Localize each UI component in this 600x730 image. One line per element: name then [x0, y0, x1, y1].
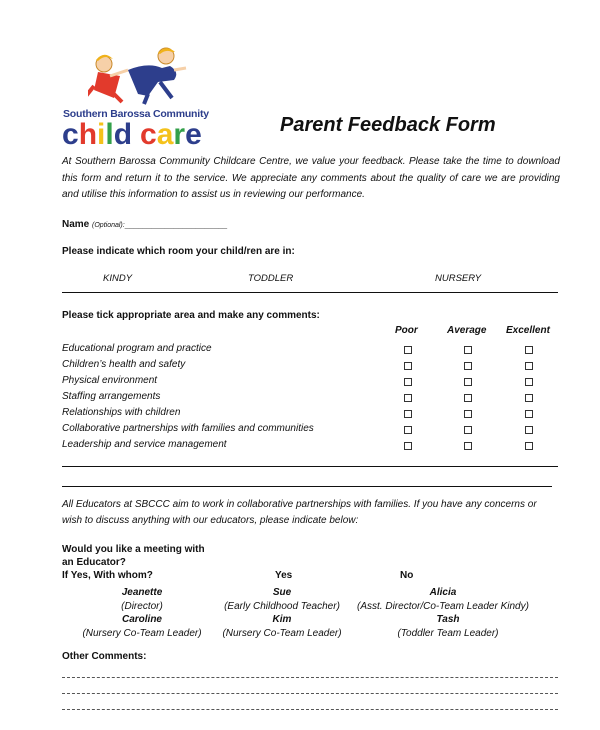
rating-checkbox-average[interactable]: [464, 442, 472, 450]
logo-letter: i: [97, 118, 106, 151]
room-option-nursery[interactable]: NURSERY: [435, 273, 482, 284]
rating-checkbox-poor[interactable]: [404, 394, 412, 402]
rating-item-label: Staffing arrangements: [62, 391, 161, 402]
meeting-question-line1: Would you like a meeting with: [62, 544, 205, 555]
educator-role: (Early Childhood Teacher): [224, 601, 340, 612]
rating-checkbox-excellent[interactable]: [525, 442, 533, 450]
educator-name[interactable]: Caroline: [121, 614, 162, 625]
tick-instruction: Please tick appropriate area and make any comments:: [62, 310, 320, 321]
room-question: Please indicate which room your child/ren are in:: [62, 246, 295, 257]
rating-checkbox-poor[interactable]: [404, 426, 412, 434]
header-excellent: Excellent: [506, 325, 550, 336]
comment-line[interactable]: [62, 677, 558, 678]
logo-letter: d: [113, 118, 133, 151]
rating-checkbox-average[interactable]: [464, 362, 472, 370]
educator-name[interactable]: Alicia: [429, 587, 457, 598]
rating-checkbox-excellent[interactable]: [525, 426, 533, 434]
divider: [62, 292, 558, 293]
rating-checkbox-poor[interactable]: [404, 410, 412, 418]
rating-item-label: Collaborative partnerships with families and communities: [62, 423, 314, 434]
header-average: Average: [447, 325, 487, 336]
educator-name[interactable]: Jeanette: [121, 587, 163, 598]
logo-org-name: Southern Barossa Community: [63, 108, 209, 120]
children-illustration: [88, 46, 188, 106]
rating-checkbox-poor[interactable]: [404, 442, 412, 450]
rating-item-label: Children’s health and safety: [62, 359, 186, 370]
header-poor: Poor: [395, 325, 418, 336]
name-label: Name: [62, 219, 90, 230]
divider: [62, 466, 558, 467]
comment-line[interactable]: [62, 693, 558, 694]
logo-letter: c: [140, 118, 157, 151]
divider: [62, 486, 552, 487]
educator-role: (Toddler Team Leader): [397, 628, 499, 639]
rating-checkbox-excellent[interactable]: [525, 394, 533, 402]
rating-checkbox-average[interactable]: [464, 378, 472, 386]
rating-checkbox-average[interactable]: [464, 394, 472, 402]
rating-checkbox-excellent[interactable]: [525, 362, 533, 370]
rating-item-label: Physical environment: [62, 375, 158, 386]
educator-role: (Asst. Director/Co-Team Leader Kindy): [357, 601, 529, 612]
meeting-question-line2: an Educator?: [62, 557, 126, 568]
other-comments-label: Other Comments:: [62, 651, 147, 662]
educator-role: (Nursery Co-Team Leader): [82, 628, 202, 639]
if-yes-label: If Yes, With whom?: [62, 570, 153, 581]
rating-checkbox-average[interactable]: [464, 426, 472, 434]
logo-letter: e: [185, 118, 202, 151]
educator-name[interactable]: Tash: [436, 614, 460, 625]
educator-name[interactable]: Kim: [272, 614, 292, 625]
logo-letter: c: [62, 118, 79, 151]
name-hint: (Optional):: [92, 222, 125, 229]
logo-wordmark: [62, 116, 202, 154]
name-field[interactable]: [62, 219, 227, 230]
logo-letter: r: [173, 118, 186, 151]
rating-checkbox-excellent[interactable]: [525, 410, 533, 418]
comment-line[interactable]: [62, 709, 558, 710]
rating-item-label: Relationships with children: [62, 407, 181, 418]
intro-paragraph: At Southern Barossa Community Childcare Centre, we value your feedback. Please take the time to download this form and return it to the service. We appreciate any comments about the quality of care we are providing and utilise this information to assist us in reviewing our performance.: [62, 156, 560, 200]
rating-checkbox-excellent[interactable]: [525, 378, 533, 386]
educator-role: (Director): [121, 601, 163, 612]
logo-letter: h: [78, 118, 98, 151]
partnership-paragraph: All Educators at SBCCC aim to work in collaborative partnerships with families. If you have any concerns or wish to discuss anything with our educators, please indicate below:: [62, 499, 537, 526]
educator-name[interactable]: Sue: [272, 587, 292, 598]
room-option-kindy[interactable]: KINDY: [103, 273, 133, 284]
rating-checkbox-excellent[interactable]: [525, 346, 533, 354]
name-blank[interactable]: _______________________: [124, 220, 228, 229]
rating-item-label: Educational program and practice: [62, 343, 212, 354]
logo-letter: l: [105, 118, 114, 151]
room-option-toddler[interactable]: TODDLER: [248, 273, 294, 284]
rating-checkbox-poor[interactable]: [404, 346, 412, 354]
meeting-no-option[interactable]: No: [400, 570, 414, 581]
rating-checkbox-poor[interactable]: [404, 362, 412, 370]
meeting-yes-option[interactable]: Yes: [275, 570, 293, 581]
rating-checkbox-poor[interactable]: [404, 378, 412, 386]
page-title: Parent Feedback Form: [280, 114, 496, 136]
logo-letter: a: [156, 118, 174, 151]
educator-role: (Nursery Co-Team Leader): [222, 628, 342, 639]
rating-checkbox-average[interactable]: [464, 410, 472, 418]
rating-item-label: Leadership and service management: [62, 439, 227, 450]
rating-checkbox-average[interactable]: [464, 346, 472, 354]
